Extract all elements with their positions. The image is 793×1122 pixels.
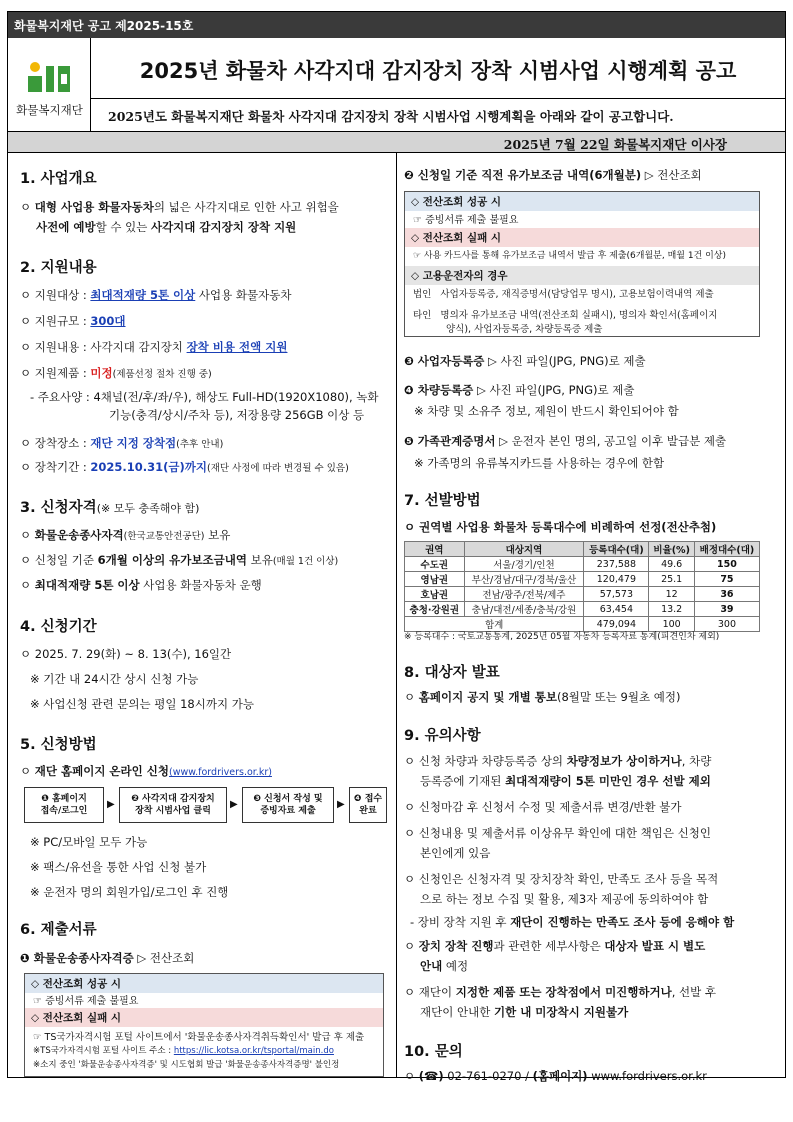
allot-cell: 39 [694,602,759,617]
document-2: ❷ 신청일 기준 직전 유가보조금 내역(6개월분) ▷ 전산조회 [404,168,702,182]
eligibility-line-1: ㅇ 화물운송종사자격(한국교통안전공단) 보유 [20,528,231,542]
document-2-box [404,191,760,337]
total-allot-cell: 300 [694,617,759,632]
caution-4-cont: 으로 하는 정보 수집 및 활용, 제3자 제공에 동의하여야 함 [420,892,709,906]
step-4: ❹ 접수 완료 [349,787,387,823]
method-line-1: ㅇ 재단 홈페이지 온라인 신청(www.fordrivers.or.kr) [20,764,272,778]
step-arrow-icon: ▶ [337,799,345,810]
page-subtitle: 2025년도 화물복지재단 화물차 사각지대 감지장치 장착 시범사업 시행계획을 아래와 같이 공고합니다. [91,99,785,132]
region-cell: 수도권 [405,557,465,572]
count-cell: 237,588 [584,557,649,572]
homepage-link[interactable]: (www.fordrivers.or.kr) [168,767,272,778]
caution-5: ㅇ 장치 장착 진행과 관련한 세부사항은 대상자 발표 시 별도 [404,939,706,953]
notice-number: 화물복지재단 공고 제2025-15호 [8,12,785,38]
ts-portal-link[interactable]: https://lic.kotsa.or.kr/tsportal/main.do [173,1046,334,1056]
caution-6-cont: 재단이 안내한 기한 내 미장착시 지원불가 [420,1005,629,1019]
total-count-cell: 479,094 [584,617,649,632]
total-ratio-cell: 100 [649,617,694,632]
ratio-cell: 25.1 [649,572,694,587]
fuel-lookup-success-bar: ◇ 전산조회 성공 시 [405,192,759,211]
ratio-cell: 13.2 [649,602,694,617]
allot-cell: 150 [694,557,759,572]
page-title: 2025년 화물차 사각지대 감지장치 장착 시범사업 시행계획 공고 [91,38,785,99]
support-product: ㅇ 지원제품 : 미정(제품선정 절차 진행 중) [20,366,212,380]
lookup-fail-bar: ◇ 전산조회 실패 시 [25,1008,383,1027]
foundation-logo [8,38,91,132]
table-row [405,602,760,617]
org-name: 화물복지재단 [16,103,83,117]
announce-line: ㅇ 홈페이지 공지 및 개별 통보(8월말 또는 9월초 예정) [404,690,681,704]
fuel-lookup-success-line: ☞ 증빙서류 제출 불필요 [413,215,519,226]
region-cell: 영남권 [405,572,465,587]
step-3: ❸ 신청서 작성 및 증빙자료 제출 [242,787,334,823]
column-divider [396,153,397,1078]
method-note-1: ※ PC/모바일 모두 가능 [30,835,148,849]
section-overview-heading: 1. 사업개요 [20,171,97,187]
section-support-heading: 2. 지원내용 [20,260,97,276]
section-period-heading: 4. 신청기간 [20,619,97,635]
announce-date: 2025년 7월 22일 화물복지재단 이사장 [8,132,785,153]
document-5: ❺ 가족관계증명서 ▷ 운전자 본인 명의, 공고일 이후 발급분 제출 [404,434,727,448]
support-target: ㅇ 지원대상 : 최대적재량 5톤 이상 사업용 화물자동차 [20,288,292,302]
eligibility-line-3: ㅇ 최대적재량 5톤 이상 사업용 화물자동차 운행 [20,578,262,592]
table-row [405,572,760,587]
section-announce-heading: 8. 대상자 발표 [404,665,500,681]
table-row [405,557,760,572]
total-label-cell: 합계 [405,617,584,632]
caution-6: ㅇ 재단이 지정한 제품 또는 장착점에서 미진행하거나, 선발 후 [404,985,717,999]
table-row [405,587,760,602]
section-cautions-heading: 9. 유의사항 [404,728,481,744]
caution-4-sub: - 장비 장착 지원 후 재단이 진행하는 만족도 조사 등에 응해야 함 [410,915,735,929]
employed-other-line-cont: 양식), 사업자등록증, 차량등록증 제출 [446,324,603,335]
support-scale: ㅇ 지원규모 : 300대 [20,314,126,328]
section-contact-heading: 10. 문의 [404,1044,463,1060]
document-5-note: ※ 가족명의 유류복지카드를 사용하는 경우에 한함 [414,456,665,470]
area-cell: 충남/대전/세종/충북/강원 [464,602,584,617]
document-4-note: ※ 차량 및 소유주 정보, 제원이 반드시 확인되어야 함 [414,404,679,418]
region-cell: 충청·강원권 [405,602,465,617]
region-cell: 호남권 [405,587,465,602]
selection-line: ㅇ 권역별 사업용 화물차 등록대수에 비례하여 선정(전산추첨) [404,520,717,534]
section-eligibility-heading: 3. 신청자격(※ 모두 충족해야 함) [20,500,200,516]
selection-table-note: ※ 등록대수 : 국토교통통계, 2025년 05월 자동차 등록자료 통계(피견인차 제외) [404,632,720,642]
step-2: ❷ 사각지대 감지장치 장착 시범사업 클릭 [119,787,227,823]
foundation-logo-icon [26,56,72,96]
document-4: ❹ 차량등록증 ▷ 사진 파일(JPG, PNG)로 제출 [404,383,635,397]
notice-document [7,11,786,1083]
area-cell: 서울/경기/인천 [464,557,584,572]
lookup-success-line: ☞ 증빙서류 제출 불필요 [33,996,139,1007]
allot-cell: 75 [694,572,759,587]
contact-phone[interactable]: 02-761-0270 / [443,1069,533,1083]
phone-icon: (☎) [418,1069,444,1083]
count-cell: 57,573 [584,587,649,602]
section-method-heading: 5. 신청방법 [20,737,97,753]
area-cell: 부산/경남/대구/경북/울산 [464,572,584,587]
eligibility-line-2: ㅇ 신청일 기준 6개월 이상의 유가보조금내역 보유(매월 1건 이상) [20,553,339,567]
document-1: ❶ 화물운송종사자격증 ▷ 전산조회 [20,951,195,965]
support-content: ㅇ 지원내용 : 사각지대 감지장치 장착 비용 전액 지원 [20,340,288,354]
step-arrow-icon: ▶ [230,799,238,810]
area-cell: 전남/광주/전북/제주 [464,587,584,602]
col-header: 등록대수(대) [584,542,649,557]
ratio-cell: 12 [649,587,694,602]
employed-corp-line: 법인 사업자등록증, 재직증명서(담당업무 명시), 고용보험이력내역 제출 [413,289,714,300]
period-note-1: ※ 기간 내 24시간 상시 신청 가능 [30,672,199,686]
caution-5-cont: 안내 예정 [420,959,469,973]
document-3: ❸ 사업자등록증 ▷ 사진 파일(JPG, PNG)로 제출 [404,354,646,368]
lookup-success-bar: ◇ 전산조회 성공 시 [25,974,383,993]
employed-other-line: 타인 명의자 유가보조금 내역(전산조회 실패시), 명의자 확인서(홈페이지 [413,310,718,321]
lookup-fail-line-2: ※TS국가자격시험 포털 사이트 주소 : https://lic.kotsa.or.kr/tsportal/main.do [33,1046,334,1056]
caution-3-cont: 본인에게 있음 [420,846,491,860]
caution-2: ㅇ 신청마감 후 신청서 수정 및 제출서류 변경/반환 불가 [404,800,682,814]
ratio-cell: 49.6 [649,557,694,572]
caution-4: ㅇ 신청인은 신청자격 및 장치장착 확인, 만족도 조사 등을 목적 [404,872,719,886]
step-1: ❶ 홈페이지 접속/로그인 [24,787,104,823]
support-spec-cont: 기능(충격/상시/주차 등), 저장용량 256GB 이상 등 [109,408,365,422]
section-selection-heading: 7. 선발방법 [404,493,481,509]
col-header: 권역 [405,542,465,557]
method-note-3: ※ 운전자 명의 회원가입/로그인 후 진행 [30,885,229,899]
contact-homepage-link[interactable]: www.fordrivers.or.kr [587,1069,707,1083]
method-note-2: ※ 팩스/유선을 통한 사업 신청 불가 [30,860,207,874]
employed-driver-bar: ◇ 고용운전자의 경우 [405,266,759,285]
col-header: 대상지역 [464,542,584,557]
caution-1: ㅇ 신청 차량과 차량등록증 상의 차량정보가 상이하거나, 차량 [404,754,712,768]
caution-1-cont: 등록증에 기재된 최대적재량이 5톤 미만인 경우 선발 제외 [420,774,711,788]
count-cell: 120,479 [584,572,649,587]
caution-3: ㅇ 신청내용 및 제출서류 이상유무 확인에 대한 책임은 신청인 [404,826,711,840]
support-place: ㅇ 장착장소 : 재단 지정 장착점(추후 안내) [20,436,224,450]
section-documents-heading: 6. 제출서류 [20,922,97,938]
step-arrow-icon: ▶ [107,799,115,810]
fuel-lookup-fail-line: ☞ 사용 카드사를 통해 유가보조금 내역서 발급 후 제출(6개월분, 매월 1건 이상) [413,251,727,261]
fuel-lookup-fail-bar: ◇ 전산조회 실패 시 [405,228,759,247]
period-note-2: ※ 사업신청 관련 문의는 평일 18시까지 가능 [30,697,254,711]
table-header-row [405,542,760,557]
col-header: 배정대수(대) [694,542,759,557]
support-period: ㅇ 장착기간 : 2025.10.31(금)까지(재단 사정에 따라 변경될 수 있음) [20,460,349,474]
lookup-fail-line-3: ※소지 중인 '화물운송종사자격증' 및 시도협회 발급 '화물운송종사자격증명' 불인정 [33,1060,340,1070]
contact-line: ㅇ (☎) 02-761-0270 / (홈페이지) www.fordrivers.or.kr [404,1069,707,1083]
selection-table [404,541,760,632]
overview-line-2: 사전에 예방할 수 있는 사각지대 감지장치 장착 지원 [36,220,297,234]
col-header: 비율(%) [649,542,694,557]
overview-line-1: ㅇ 대형 사업용 화물자동차의 넓은 사각지대로 인한 사고 위험을 [20,200,339,214]
count-cell: 63,454 [584,602,649,617]
document-1-box [24,973,384,1077]
period-range: ㅇ 2025. 7. 29(화) ~ 8. 13(수), 16일간 [20,647,232,661]
support-spec: - 주요사양 : 4채널(전/후/좌/우), 해상도 Full-HD(1920X1080), 녹화 [30,390,379,404]
allot-cell: 36 [694,587,759,602]
lookup-fail-line-1: ☞ TS국가자격시험 포털 사이트에서 '화물운송종사자격취득확인서' 발급 후 제출 [33,1032,365,1043]
